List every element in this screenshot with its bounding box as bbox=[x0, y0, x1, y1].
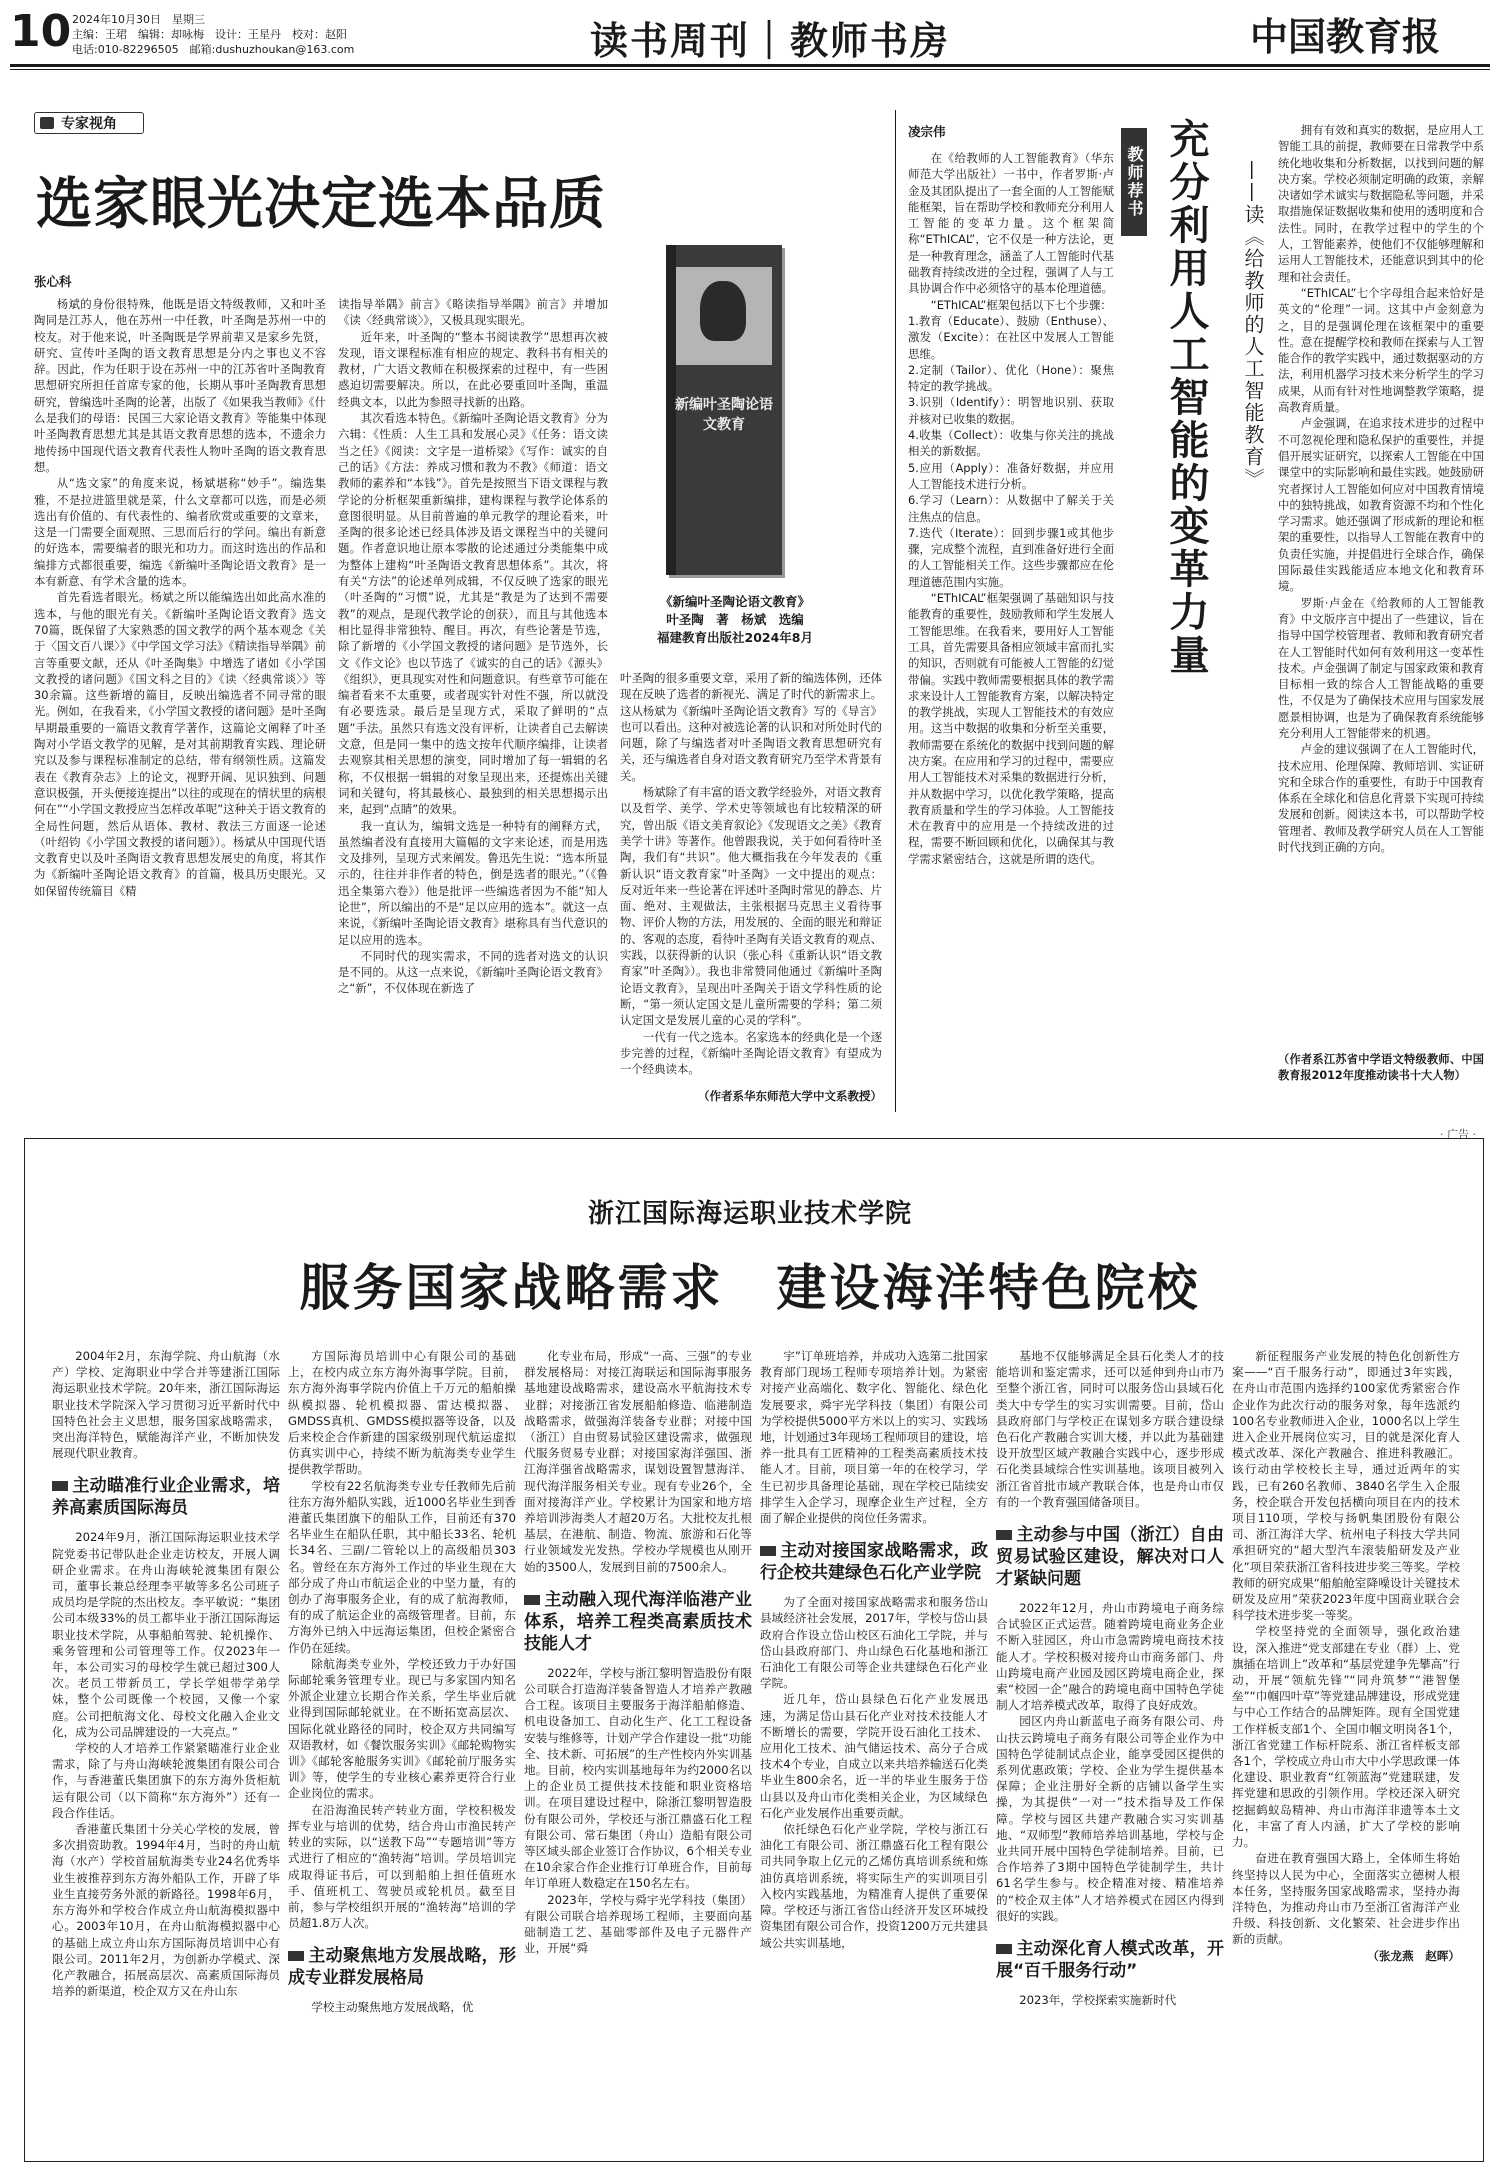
ad-column-5 bbox=[996, 1348, 1224, 2148]
article2-column-2: 拥有有效和真实的数据，是应用人工智能工具的前提，教师要在日常教学中系统化地收集和分析数据，以找到问题的解决方案。学校必须制定明确的政策，亲解决诸如学术诚实与数据隐私等问题，并采取措施保证数据收集和使用的透明度和合法性。同时，在教学过程中的学生的个人，工智能素养，使他们不仅能够理解和运用人工智能技术，还能意识到其中的伦理和社会责任。 “EThICAL”七个字母组合起来恰好是英文的“伦理”一词。这其中卢金刻意为之，目的是强调伦理在该框架中的重要性。意在提醒学校和教师在探索与人工智能合作的教学实践中，通过数据驱动的方法，利用机器学习技术来分析学生的学习成果，从而有针对性地调整教学策略，提高教育质量。 卢金强调，在追求技术进步的过程中不可忽视伦理和隐私保护的重要性，并提倡开展实证研究，以探索人工智能在中国课堂中的实际影响和最佳实践。她鼓励研究者探讨人工智能如何应对中国教育情境中的独特挑战，如教育资源不均和个性化学习需求。她还强调了形成新的理论和框架的重要性，以指导人工智能在教育中的负责任实施，并提倡进行全球合作，确保国际最佳实践能适应本地文化和教育环境。 罗斯·卢金在《给教师的人工智能教育》中文版序言中提出了一些建议，旨在指导中国学校管理者、教师和教育研究者在人工智能时代如何有效利用这一变革性技术。卢金强调了制定与国家政策和教育目标相一致的综合人工智能战略的重要性，不仅是为了确保技术应用与国家发展愿景相协调，也是为了确保教育系统能够充分利用人工智能带来的机遇。 卢金的建议强调了在人工智能时代，技术应用、伦理保障、教师培训、实证研究和全球合作的重要性，有助于中国教育体系在全球化和信息化背景下实现可持续发展和创新。阅读这本书，可以帮助学校管理者、教师及教学研究人员在人工智能时代找到正确的方向。 bbox=[1278, 123, 1484, 855]
article1-signature: （作者系华东师范大学中文系教授） bbox=[698, 1089, 882, 1103]
book-caption bbox=[620, 593, 850, 647]
ad-paragraph: 除航海类专业外，学校还致力于办好国际邮轮乘务管理专业。现已与多家国内知名外派企业建立长期合作关系，学生毕业后就业得到国际邮轮就业。在不断拓宽高层次、国际化就业路径的同时，校企双方共同编写双语教材，如《餐饮服务实训》《邮轮购物实训》《邮轮客舱服务实训》《邮轮前厅服务实训》等，使学生的专业核心素养更符合行业企业岗位的需求。 bbox=[288, 1656, 516, 1801]
ad-paragraph: 新征程服务产业发展的特色化创新性方案——“百千服务行动”，即通过3年实践，在舟山市范围内选择约100家优秀紧密合作企业作为此次行动的服务对象，每年选派约100名专业教师进入企业，1000名以上学生进入企业开展岗位实习，目的就是深化育人模式改革、深化产教融合、推进科教融汇。该行动由学校校长主导，通过近两年的实践，已有260名教师、3840名学生入企服务，校企联合开发包括横向项目在内的技术项目110项，学校与扬帆集团股份有限公司、浙江海洋大学、杭州电子科技大学共同承担研究的“超大型汽车滚装船研发及产业化”项目荣获浙江省科技进步奖三等奖。学校教师的研究成果“船舶舱室降噪设计关键技术研发及应用”荣获2023年度中国商业联合会科学技术进步奖一等奖。 bbox=[1232, 1349, 1460, 1623]
ad-subheading-text: 主动瞄准行业企业需求，培养高素质国际海员 bbox=[52, 1476, 280, 1519]
ad-paragraph: 学校的人才培养工作紧紧瞄准行业企业需求，除了与舟山海峡轮渡集团有限公司合作，与香港董氏集团旗下的东方海外货柜航运有限公司（以下简称“东方海外”）还有一段合作佳话。 bbox=[52, 1741, 280, 1820]
ad-signature: （张龙燕 赵晖） bbox=[1367, 1948, 1460, 1963]
ad-paragraph: 基地不仅能够满足全县石化类人才的技能培训和鉴定需求，还可以延伸到舟山市乃至整个浙江省，同时可以服务岱山县域石化类大中专学生的实习实训需要。目前，岱山县政府部门与学校正在谋划多方联合建设绿色石化产教融合实训大楼，并以此为基础建设开放型区域产教融合实践中心，逐步形成石化类县域综合性实训基地。该项目被列入浙江省首批市域产教联合体，也是舟山市仅有的一个教育强国储备项目。 bbox=[996, 1349, 1224, 1509]
article2-author: 凌宗伟 bbox=[908, 124, 946, 139]
caption-publisher: 福建教育出版社2024年8月 bbox=[657, 630, 813, 645]
ad-subheading-text: 主动深化育人模式改革，开展“百千服务行动” bbox=[996, 1939, 1224, 1982]
article2-subtitle: ——读《给教师的人工智能教育》 bbox=[1241, 160, 1265, 490]
header-rule-thin bbox=[10, 69, 1490, 70]
ad-paragraph: 化专业布局，形成“一高、三强”的专业群发展格局：对接江海联运和国际海事服务基地建设战略需求，建设高水平航海技术专业群；对接浙江省发展船舶修造、临港制造战略需求，做强海洋装备专业群；对接中国（浙江）自由贸易试验区建设需求，做强现代服务贸易专业群；对接国家海洋强国、浙江海洋强省战略需求，谋划设置智慧海洋、现代海洋服务相关专业。现有专业26个，全面对接海洋产业。学校累计为国家和地方培养培训涉海类人才超20万名。大批校友扎根基层，在港航、制造、物流、旅游和石化等行业领域发光发热。学校办学规模也从刚开始的3500人，发展到目前的7500余人。 bbox=[524, 1349, 752, 1574]
section-tag-recommend: 教师荐书 bbox=[1121, 128, 1147, 236]
ad-column-1 bbox=[52, 1348, 280, 2148]
ad-marker: · 广告 · bbox=[1440, 1128, 1476, 1141]
ad-paragraph: 学校有22名航海类专业专任教师先后前往东方海外船队实践，近1000名毕业生到香港董氏集团旗下的船队工作，目前还有370名毕业生在船队任职，其中船长33名、轮机长34名、三副/二管轮以上的高级船员303名。曾经在东方海外工作过的毕业生现在大部分成了舟山市航运企业的中坚力量，有的创办了海事服务企业，有的成了航海教师，有的成了航运企业的高级管理者。目前，东方海外已纳入中远海运集团，但校企紧密合作仍在延续。 bbox=[288, 1478, 516, 1655]
newspaper-logo: 中国教育报 bbox=[1250, 14, 1441, 59]
book-portrait-frame bbox=[676, 267, 772, 365]
article1-column-2: 读指导举隅》前言》《略读指导举隅》前言》并增加《读〈经典常谈〉》，又极具现实眼光。 近年来，叶圣陶的“整本书阅读教学”思想再次被发现，语文课程标准有相应的规定、教科书有相关的教材，广大语文教师在积极探索的过程中，有一些困惑迫切需要解决。所以，在此必要重回叶圣陶，重温经典文本，以此为参照寻找新的出路。 其次看选本特色。《新编叶圣陶论语文教育》分为六辑：《性质：人生工具和发展心灵》《任务：语文读当之任》《阅读：文字是一道桥梁》《写作：诚实的自己的话》《方法：养成习惯和教为不教》《师道：语文教师的素养和“本钱”》。首先是按照当下语文课程与教学论的分析框架重新编排，建构课程与教学论体系的意图很明显。从目前普遍的单元教学的理论看来，叶圣陶的很多论述已经具体涉及语文课程当中的关键问题。作者意识地让原本零散的论述通过分类能集中成为整体上建构“叶圣陶语文教育思想体系”。其次，将有关“方法”的论述单列成辑，不仅反映了选家的眼光（叶圣陶的“习惯”说，尤其是“教是为了达到不需要教”的观点，是现代教学论的创获），而且与其他选本相比显得非常独特、醒目。再次，有些论著是节选，除了新增的《小学国文教授的诸问题》是节选外，长文《作文论》也以节选了《诚实的自己的话》《源头》《组织》，更具现实对性和问题意识。有些章节可能在编者看来不太重要，或者现实针对性不强，所以就没有必要选录。最后是呈现方式，采取了鲜明的“点题”手法。虽然只有选文没有评析，让读者自己去解读文意，但是同一集中的选文按年代顺序编排，让读者去观察其相关思想的演变，同时增加了每一辑辑的名称，不仅根据一辑辑的对象呈现出来，还提炼出关键词和关键句，将其最核心、最独到的相关思想揭示出来，起到“点睛”的效果。 我一直认为，编辑文选是一种特有的阐释方式，虽然编者没有直接用大篇幅的文字来论述，而是用选文及排列，呈现方式来阐发。鲁迅先生说：“选本所显示的，往往并非作者的特色，倒是选者的眼光。”（《鲁迅全集第六卷》）他是批评一些编选者因为不能“知人论世”，所以编出的不是“足以应用的选本”。就这一点来说，《新编叶圣陶论语文教育》堪称具有当代意识的足以应用的选本。 不同时代的现实需求，不同的选者对选文的认识是不同的。从这一点来说，《新编叶圣陶论语文教育》之“新”，不仅体现在新选了 bbox=[338, 297, 608, 996]
ad-column-6 bbox=[1232, 1348, 1460, 2148]
ad-paragraph: 香港董氏集团十分关心学校的发展，曾多次捐资助教。1994年4月，当时的舟山航海（水产）学校首届航海类专业24名优秀毕业生被推荐到东方海外船队工作，开辟了毕业生直接劳务外派的新路径。1998年6月，东方海外和学校合作成立舟山航海模拟器中心。2003年10月，在舟山航海模拟器中心的基础上成立舟山东方国际海员培训中心有限公司。2011年2月，为创新办学模式、深化产教融合，拓展高层次、高素质国际海员培养的新渠道，校企双方又在舟山东 bbox=[52, 1822, 280, 1999]
article-author: 张心科 bbox=[34, 274, 72, 289]
ad-paragraph: 学校坚持党的全面领导，强化政治建设，深入推进“党支部建在专业（群）上、党旗插在培训上”改革和“基层党建争先攀高”行动，开展“领航先锋”“同舟筑梦”“港智堡垒”“巾帼四叶草”等党建品牌建设，形成党建与中心工作结合的品牌矩阵。现有全国党建工作样板支部1个、全国巾帼文明岗各1个，浙江省党建工作标杆院系、浙江省样板支部各1个，学校成立舟山市大中小学思政课一体化建设、职业教育“红领蓝海”党建联建，发挥党建和思政的引领作用。学校还深入研究挖掘鹤蚁岛精神、舟山市海洋非遗等本土文化，丰富了育人内涵，扩大了学校的影响力。 bbox=[1232, 1624, 1460, 1850]
ad-paragraph: 为了全面对接国家战略需求和服务岱山县域经济社会发展，2017年，学校与岱山县政府合作设立岱山校区石油化工学院，并与岱山县政府部门、舟山绿色石化基地和浙江石油化工有限公司等企业共建绿色石化产业学院。 bbox=[760, 1595, 988, 1691]
ad-paragraph: 学校主动聚焦地方发展战略，优 bbox=[311, 2000, 474, 2015]
book-portrait bbox=[700, 281, 746, 341]
column-divider bbox=[895, 110, 896, 1112]
ad-paragraph: 2024年9月，浙江国际海运职业技术学院党委书记带队赴企业走访校友，开展人调研企业需求。在舟山海峡轮渡集团有限公司，董事长兼总经理李平敏等多名公司班子成员均是学院的杰出校友。李平敏说：“集团公司本级33%的员工都毕业于浙江国际海运职业技术学院，从事船舶驾驶、轮机操作、乘务管理和公司管理等工作。仅2023年一年，本公司实习的母校学生就已超过300人次。老员工带新员工，学长学姐带学弟学妹，整个公司既像一个校园，又像一个家庭。公司把航海文化、母校文化融入企业文化，成为公司品牌建设的一大亮点。” bbox=[52, 1530, 280, 1739]
ad-paragraph: 2023年，学校探索实施新时代 bbox=[1019, 1993, 1177, 2008]
book-cover-title: 新编叶圣陶论语文教育 bbox=[675, 397, 773, 433]
ad-paragraph: 近几年，岱山县绿色石化产业发展迅速，为满足岱山县石化产业对技术技能人才不断增长的需要，学院开设石油化工技术、应用化工技术、油气储运技术、高分子合成技术4个专业，自成立以来共培养输送石化类毕业生800余名，近一半的毕业生服务于岱山县以及舟山市化类相关企业，为区域绿色石化产业发展作出重要贡献。 bbox=[760, 1692, 988, 1820]
ad-paragraph: 奋进在教育强国大路上，全体师生将始终坚持以人民为中心，全面落实立德树人根本任务，坚持服务国家战略需求，坚持办海洋特色，为推动舟山市乃至浙江省海洋产业升级、科技创新、文化繁荣、社会进步作出新的贡献。 bbox=[1232, 1851, 1460, 1947]
book-cover bbox=[666, 245, 782, 575]
ad-title: 服务国家战略需求 建设海洋特色院校 bbox=[299, 1259, 1201, 1317]
contact-info: 电话:010-82296505 邮箱:dushuzhoukan@163.com bbox=[72, 43, 355, 56]
subheading-bar-icon bbox=[288, 1951, 304, 1961]
ad-subheading bbox=[288, 1945, 516, 1989]
subheading-bar-icon bbox=[52, 1481, 68, 1491]
ad-column-3 bbox=[524, 1348, 752, 2148]
ad-org-name: 浙江国际海运职业技术学院 bbox=[587, 1199, 912, 1229]
ad-subheading bbox=[524, 1589, 752, 1655]
article-title: 选家眼光决定选本品质 bbox=[36, 172, 606, 237]
page-number: 10 bbox=[10, 6, 72, 57]
caption-title: 《新编叶圣陶论语文教育》 bbox=[659, 594, 810, 609]
ad-subheading bbox=[760, 1540, 988, 1584]
article2-column-1: 在《给教师的人工智能教育》（华东师范大学出版社）一书中，作者罗斯·卢金及其团队提出了一套全面的人工智能赋能框架，旨在帮助学校和教师充分利用人工智能的变革力量。这个框架简称“EThICAL”，它不仅是一种方法论，更是一种教育理念，涵盖了人工智能时代基础教育持续改进的全过程，强调了人与工具协调合作中必须恪守的基本伦理道德。 “EThICAL”框架包括以下七个步骤： 1.教育（Educate）、鼓励（Enthuse）、激发（Excite）：在社区中发展人工智能思维。 2.定制（Tailor）、优化（Hone）：聚焦特定的教学挑战。 3.识别（Identify）：明智地识别、获取并核对已收集的数据。 4.收集（Collect）：收集与你关注的挑战相关的新数据。 5.应用（Apply）：准备好数据，并应用人工智能技术进行分析。 6.学习（Learn）：从数据中了解关于关注焦点的信息。 7.迭代（Iterate）：回到步骤1或其他步骤，完成整个流程，直到准备好进行全面的人工智能相关工作。这些步骤都应在伦理道德范围内实施。 “EThICAL”框架强调了基础知识与技能教育的重要性，鼓励教师和学生发展人工智能思维。在我看来，要用好人工智能工具，首先需要具备相应领域丰富而扎实的知识，否则就有可能被人工智能的幻觉带偏。实践中教师需要根据具体的教学需求来设计人工智能教育方案，以解决特定的教学挑战，实现人工智能技术的有效应用。这当中数据的收集和分析至关重要，教师需要在系统化的数据中找到问题的解决方案。在应用和学习的过程中，需要应用人工智能技术对采集的数据进行分析，并从数据中学习，以优化教学策略，提高教育质量和学生的学习体验。人工智能技术在教育中的应用是一个持续改进的过程，需要不断回顾和优化，以确保其与教学需求紧密结合，这就是所谓的迭代。 bbox=[908, 151, 1114, 866]
ad-subheading bbox=[996, 1938, 1224, 1982]
ad-column-4 bbox=[760, 1348, 988, 2148]
ad-paragraph: 2022年12月，舟山市跨境电子商务综合试验区正式运营。随着跨境电商业务企业不断入驻园区，舟山市急需跨境电商技术技能人才。学校积极对接舟山市商务部门、舟山跨境电商产业园及园区跨境电商企业，探索“校园一企”融合的跨境电商中国特色学徒制人才培养模式改革，取得了良好成效。 bbox=[996, 1601, 1224, 1713]
header-meta bbox=[72, 12, 422, 57]
header-rule bbox=[10, 64, 1490, 67]
ad-subheading-text: 主动融入现代海洋临港产业体系，培养工程类高素质技术技能人才 bbox=[524, 1589, 752, 1654]
ad-column-2 bbox=[288, 1348, 516, 2148]
ad-subheading-text: 主动聚焦地方发展战略，形成专业群发展格局 bbox=[288, 1946, 516, 1989]
caption-author: 叶圣陶 著 杨斌 选编 bbox=[666, 612, 804, 627]
section-title: 读书周刊｜教师书房 bbox=[590, 19, 951, 63]
section-tag-expert: 专家视角 bbox=[34, 112, 144, 134]
ad-subheading-text: 主动参与中国（浙江）自由贸易试验区建设，解决对口人才紧缺问题 bbox=[996, 1525, 1224, 1590]
issue-date: 2024年10月30日 星期三 bbox=[72, 13, 205, 26]
ad-paragraph: 2004年2月，东海学院、舟山航海（水产）学校、定海职业中学合并等建浙江国际海运职业技术学院。20年来，浙江国际海运职业技术学院深入学习贯彻习近平新时代中国特色社会主义思想，服务国家战略需求，突出海洋特色，赋能海洋产业，不断加快发展现代职业教育。 bbox=[52, 1349, 280, 1461]
article1-column-1: 杨斌的身份很特殊，他既是语文特级教师，又和叶圣陶同是江苏人，他在苏州一中任教，叶圣陶是苏州一中的校友。对于他来说，叶圣陶既是学界前辈又是家乡先贤，研究、宣传叶圣陶的语文教育思想是分内之事也义不容辞。因此，作为任职于设在苏州一中的江苏省叶圣陶教育思想研究所担任首席专家的他，长期从事叶圣陶教育思想研究，曾编选叶圣陶的论著，出版了《如果我当教师》《什么是我们的母语：民国三大家论语文教育》等能集中体现叶圣陶教育思想尤其是其语文教育思想的选本，不遗余力地传扬中国现代语文教育代表性人物叶圣陶的语文教育思想。 从“选文家”的角度来说，杨斌堪称“妙手”。编选集雅，不是拉进篮里就是菜，什么文章都可以选，而是必须选出有价值的、有代表性的、编者欣赏或重要的文章来，这是一门需要全面观照、三思而后行的学问。编出有新意的好选本，需要编者的眼光和功力。而这时选出的作品和编排方式都很重要，编选《新编叶圣陶论语文教育》是一本有新意、有学术含量的选本。 首先看选者眼光。杨斌之所以能编选出如此高水准的选本，与他的眼光有关。《新编叶圣陶论语文教育》选文70篇，既保留了大家熟悉的国文教学的两个基本观念《关于〈国文百八课〉》《中学国文学习法》《精读指导举隅》前言等重要文献，还从《叶圣陶集》中增选了诸如《小学国文教授的诸问题》《国文科之目的》《读〈经典常谈〉》等30余篇。这些新增的篇目，反映出编选者不同寻常的眼光。例如，在我看来，《小学国文教授的诸问题》是叶圣陶早期最重要的一篇语文教育学著作，这篇论文阐释了叶圣陶对小学语文教学的见解，是对其前期教育实践、理论研究以及参与课程标准制定的总结，带有纲领性质。这篇发表在《教育杂志》上的论文，视野开阔、见识独到、问题意识极强，开头便接连提出“以往的或现在的情状里的病根何在”“小学国文教授应当怎样改革呢”这种关于语文教育的全局性问题，然后从语体、教材、教法三方面逐一论述（叶绍钧《小学国文教授的诸问题》）。杨斌从中国现代语文教育史以及叶圣陶语文教育思想发展史的角度，将其作为《新编叶圣陶论语文教育》的首篇，极具历史眼光。又如保留传统篇目《精 bbox=[34, 297, 326, 898]
ad-paragraph: 依托绿色石化产业学院，学校与浙江石油化工有限公司、浙江鼎盛石化工程有限公司共同争取上亿元的乙烯仿真培训系统和炼油仿真培训系统，将实际生产的实训项目引入校内实践基地，为精准育人提供了重要保障。学校还与浙江省岱山经济开发区环城投资集团有限公司合作，投资1200万元共建县域公共实训基地， bbox=[760, 1822, 988, 1950]
ad-paragraph: 宇”订单班培养，并成功入选第二批国家教育部门现场工程师专项培养计划。为紧密对接产业高端化、数字化、智能化、绿色化发展要求，舜宇光学科技（集团）有限公司为学校提供5000平方米以上的实习、实践场地，计划通过3年现场工程师项目的建设，培养一批具有工匠精神的工程类高素质技术技能人才。目前，项目第一年的在校学习，学生已初步具备理论基础，现在学校已陆续安排学生入企学习，现摩企业生产过程，全方面了解企业提供的岗位任务需求。 bbox=[760, 1349, 988, 1526]
ad-subheading bbox=[52, 1475, 280, 1519]
ad-paragraph: 2023年，学校与舜宇光学科技（集团）有限公司联合培养现场工程师，主要面向基础制造工艺、基础零部件及电子元器件产业，开展“舜 bbox=[524, 1892, 752, 1956]
ad-subheading-text: 主动对接国家战略需求，政行企校共建绿色石化产业学院 bbox=[760, 1541, 988, 1584]
article2-title: 充分利用人工智能的变革力量 bbox=[1163, 118, 1209, 677]
ad-paragraph: 在沿海渔民转产转业方面，学校积极发挥专业与培训的优势，结合舟山市渔民转产转业的实际，以“送教下岛”“专题培训”等方式进行了相应的“渔转海”培训。学员培训完成取得证书后，可以到船舶上担任值班水手、值班机工、驾驶员或轮机员。截至目前，参与学校组织开展的“渔转海”培训的学员超1.8万人次。 bbox=[288, 1802, 516, 1931]
article1-column-3: 叶圣陶的很多重要文章，采用了新的编选体例，还体现在反映了选者的新视光、满足了时代的新需求上。这从杨斌为《新编叶圣陶论语文教育》写的《导言》也可以看出。这种对被选论著的认识和对所处时代的问题，除了与编选者对叶圣陶语文教育思想研究有关，还与编选者自身对语文教育研究乃至学术背景有关。 杨斌除了有丰富的语文教学经验外，对语文教育以及哲学、美学、学术史等领域也有比较精深的研究，曾出版《语文美育叙论》《发现语文之美》《教育美学十讲》等著作。他曾跟我说，关于如何看待叶圣陶，我们有“共识”。他大概指我在今年发表的《重新认识“语文教育家”叶圣陶》一文中提出的观点：反对近年来一些论著在评述叶圣陶时常见的静态、片面、绝对、主观做法，主张根据马克思主义看待事物、评价人物的方法，用发展的、全面的眼光和辩证的、客观的态度，看待叶圣陶有关语文教育的观点、实践，以获得新的认识（张心科《重新认识“语文教育家”叶圣陶》）。我也非常赞同他通过《新编叶圣陶论语文教育》，呈现出叶圣陶关于语文学科性质的论断，“第一须认定国文是儿童所需要的学科；第二须认定国文是发展儿童的心灵的学科”。 一代有一代之选本。名家选本的经典化是一个逐步完善的过程，《新编叶圣陶论语文教育》有望成为一个经典读本。 bbox=[620, 671, 882, 1077]
article2-signature: （作者系江苏省中学语文特级教师、中国教育报2012年度推动读书十大人物） bbox=[1278, 1053, 1484, 1082]
ad-paragraph: 方国际海员培训中心有限公司的基础上，在校内成立东方海外海事学院。目前，东方海外海事学院内价值上千万元的船舶操纵模拟器、轮机模拟器、雷达模拟器、GMDSS真机、GMDSS模拟器等设备，以及后来校企合作新建的国家级别现代航运虚拟仿真实训中心，持续不断为航海类专业学生提供教学帮助。 bbox=[288, 1349, 516, 1477]
ad-subheading bbox=[996, 1524, 1224, 1590]
ad-paragraph: 园区内舟山新蓝电子商务有限公司、舟山扶云跨境电子商务有限公司等企业作为中国特色学徒制试点企业，能享受园区提供的系列优惠政策；学校、企业为学生提供基本保障；企业注册好全新的店铺以备学生实操，为其提供“一对一”技术指导及工作保障。学校与园区共建产教融合实习实训基地、“双师型”教师培养培训基地，学校与企业共同开展中国特色学徒制培养。目前，已合作培养了3期中国特色学徒制学生，共计61名学生参与。校企精准对接、精准培养的“校企双主体”人才培养模式在园区内得到很好的实践。 bbox=[996, 1714, 1224, 1923]
tag-icon bbox=[40, 117, 54, 129]
editor-credits: 主编：王珺 编辑：却咏梅 设计：王星丹 校对：赵阳 bbox=[72, 28, 347, 41]
subheading-bar-icon bbox=[760, 1546, 776, 1556]
subheading-bar-icon bbox=[996, 1530, 1012, 1540]
subheading-bar-icon bbox=[524, 1595, 540, 1605]
subheading-bar-icon bbox=[996, 1944, 1012, 1954]
ad-paragraph: 2022年，学校与浙江黎明智造股份有限公司联合打造海洋装备智造人才培养产教融合工程。该项目主要服务于海洋船舶修造、机电设备加工、自动化生产、化工工程设备安装与维修等，计划产学合作建设一批“功能全、技术新、可拓展”的生产性校内外实训基地。目前，校内实训基地每年为约2000名以上的企业员工提供技术技能和职业资格培训。在项目建设过程中，除浙江黎明智造股份有限公司外，学校还与浙江鼎盛石化工程有限公司、常石集团（舟山）造船有限公司等区域头部企业签订合作协议，6个相关专业在10余家合作企业推行订单班合作，目前每年订单班人数稳定在150名左右。 bbox=[524, 1665, 752, 1891]
